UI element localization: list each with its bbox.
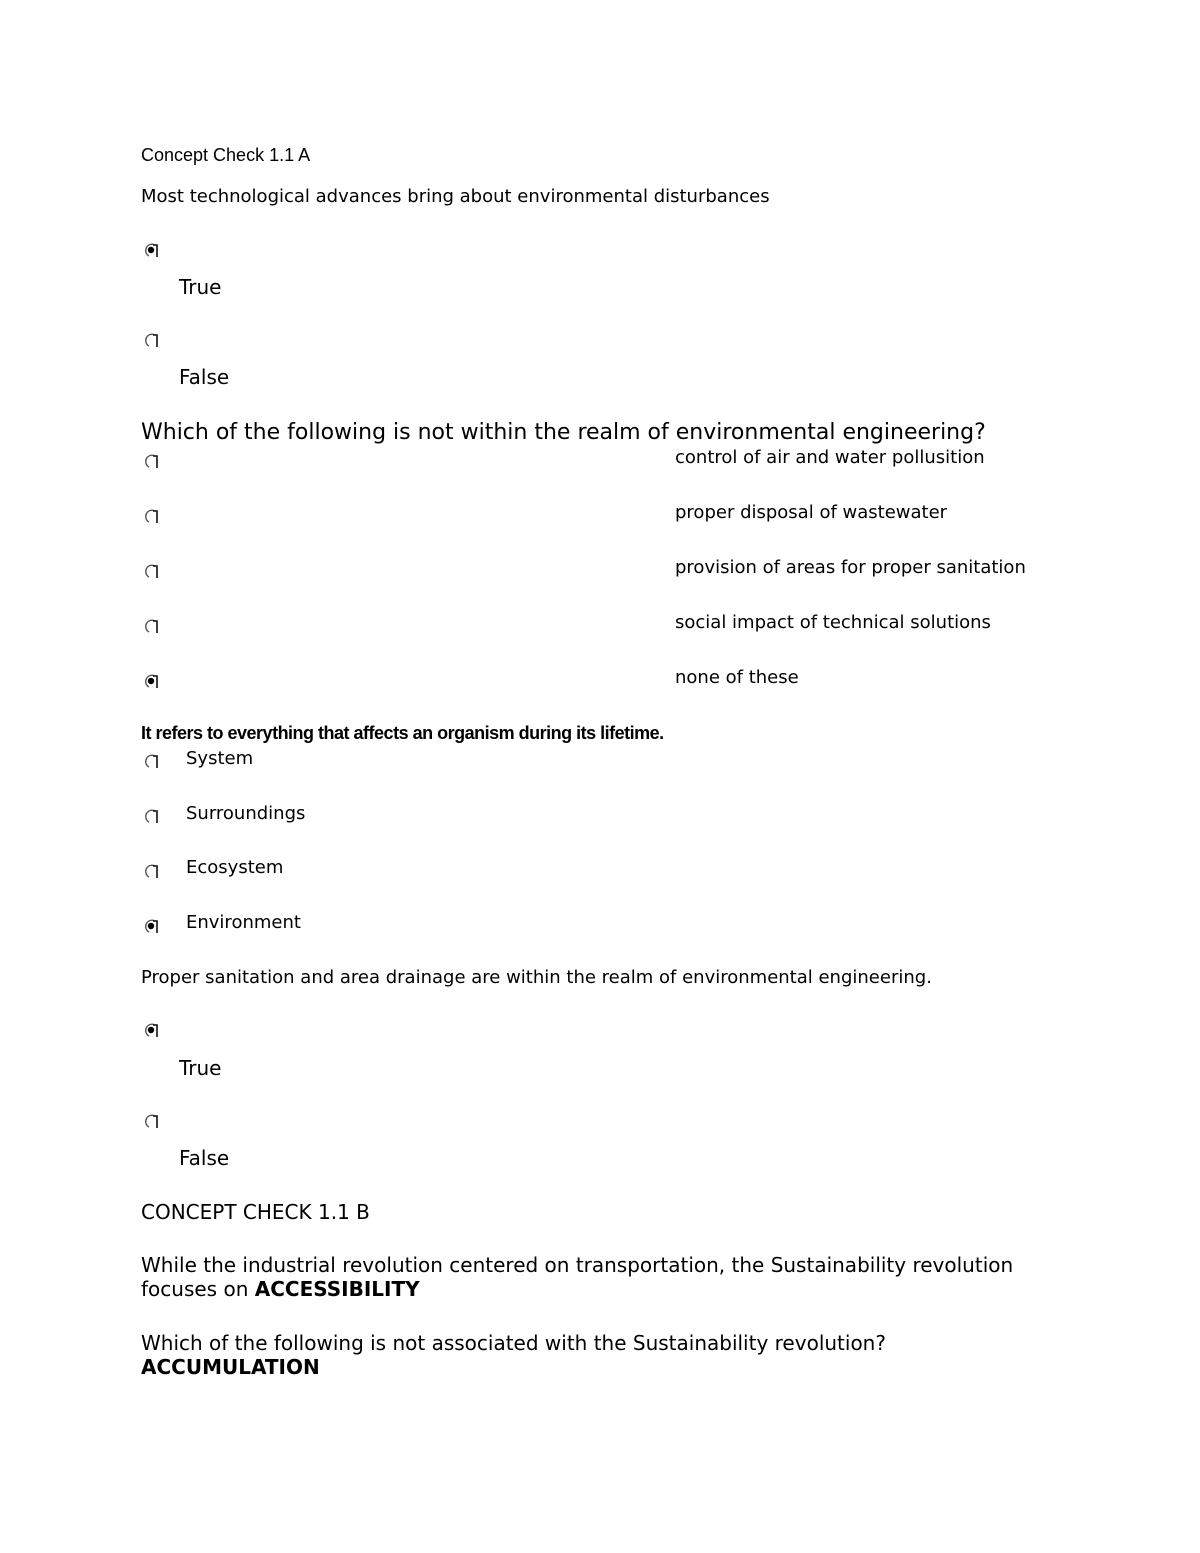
q3-radio-option-1[interactable] xyxy=(143,752,159,768)
b-q1-question-line1: While the industrial revolution centered on transportation, the Sustainability revolution xyxy=(141,1253,1014,1277)
radio-checked-icon xyxy=(143,672,161,690)
q3-radio-option-2[interactable] xyxy=(143,807,159,823)
q2-question: Which of the following is not within the realm of environmental engineering? xyxy=(141,420,986,445)
radio-unchecked-icon xyxy=(143,562,161,580)
radio-unchecked-icon xyxy=(143,617,161,635)
q2-option-3-label: provision of areas for proper sanitation xyxy=(675,557,1026,578)
q3-option-1-label: System xyxy=(186,748,254,769)
b-q1-question-line2 xyxy=(141,1277,420,1301)
b-q2-answer: ACCUMULATION xyxy=(141,1355,320,1379)
q2-option-2-label: proper disposal of wastewater xyxy=(675,502,948,523)
q2-radio-option-3[interactable] xyxy=(143,562,159,578)
q2-option-4-label: social impact of technical solutions xyxy=(675,612,991,633)
q3-radio-option-4[interactable] xyxy=(143,917,159,933)
radio-checked-icon xyxy=(143,241,161,259)
q2-option-1-label: control of air and water pollusition xyxy=(675,447,985,468)
radio-unchecked-icon xyxy=(143,862,161,880)
q2-radio-option-1[interactable] xyxy=(143,452,159,468)
q4-question: Proper sanitation and area drainage are within the realm of environmental engineering. xyxy=(141,967,932,988)
radio-unchecked-icon xyxy=(143,807,161,825)
q4-option-false-label: False xyxy=(179,1146,230,1170)
q1-option-false-label: False xyxy=(179,365,230,389)
radio-checked-icon xyxy=(143,917,161,935)
radio-unchecked-icon xyxy=(143,452,161,470)
q1-option-true-label: True xyxy=(179,275,222,299)
radio-unchecked-icon xyxy=(143,507,161,525)
q4-radio-true[interactable] xyxy=(143,1021,159,1037)
q3-radio-option-3[interactable] xyxy=(143,862,159,878)
q4-radio-false[interactable] xyxy=(143,1112,159,1128)
q1-radio-false[interactable] xyxy=(143,331,159,347)
q3-option-2-label: Surroundings xyxy=(186,803,306,824)
b-q1-question-prefix: focuses on xyxy=(141,1277,255,1301)
q3-question: It refers to everything that affects an organism during its lifetime. xyxy=(141,723,664,743)
section-a-heading: Concept Check 1.1 A xyxy=(141,145,311,165)
radio-unchecked-icon xyxy=(143,331,161,349)
section-b-heading: CONCEPT CHECK 1.1 B xyxy=(141,1200,370,1224)
b-q1-answer: ACCESSIBILITY xyxy=(254,1277,420,1301)
q1-question: Most technological advances bring about environmental disturbances xyxy=(141,186,770,207)
q2-option-5-label: none of these xyxy=(675,667,799,688)
q2-radio-option-4[interactable] xyxy=(143,617,159,633)
q3-option-3-label: Ecosystem xyxy=(186,857,284,878)
radio-unchecked-icon xyxy=(143,1112,161,1130)
radio-unchecked-icon xyxy=(143,752,161,770)
q2-radio-option-2[interactable] xyxy=(143,507,159,523)
radio-checked-icon xyxy=(143,1021,161,1039)
q2-radio-option-5[interactable] xyxy=(143,672,159,688)
q3-option-4-label: Environment xyxy=(186,912,301,933)
q1-radio-true[interactable] xyxy=(143,241,159,257)
q4-option-true-label: True xyxy=(179,1056,222,1080)
b-q2-question: Which of the following is not associated with the Sustainability revolution? xyxy=(141,1331,886,1355)
